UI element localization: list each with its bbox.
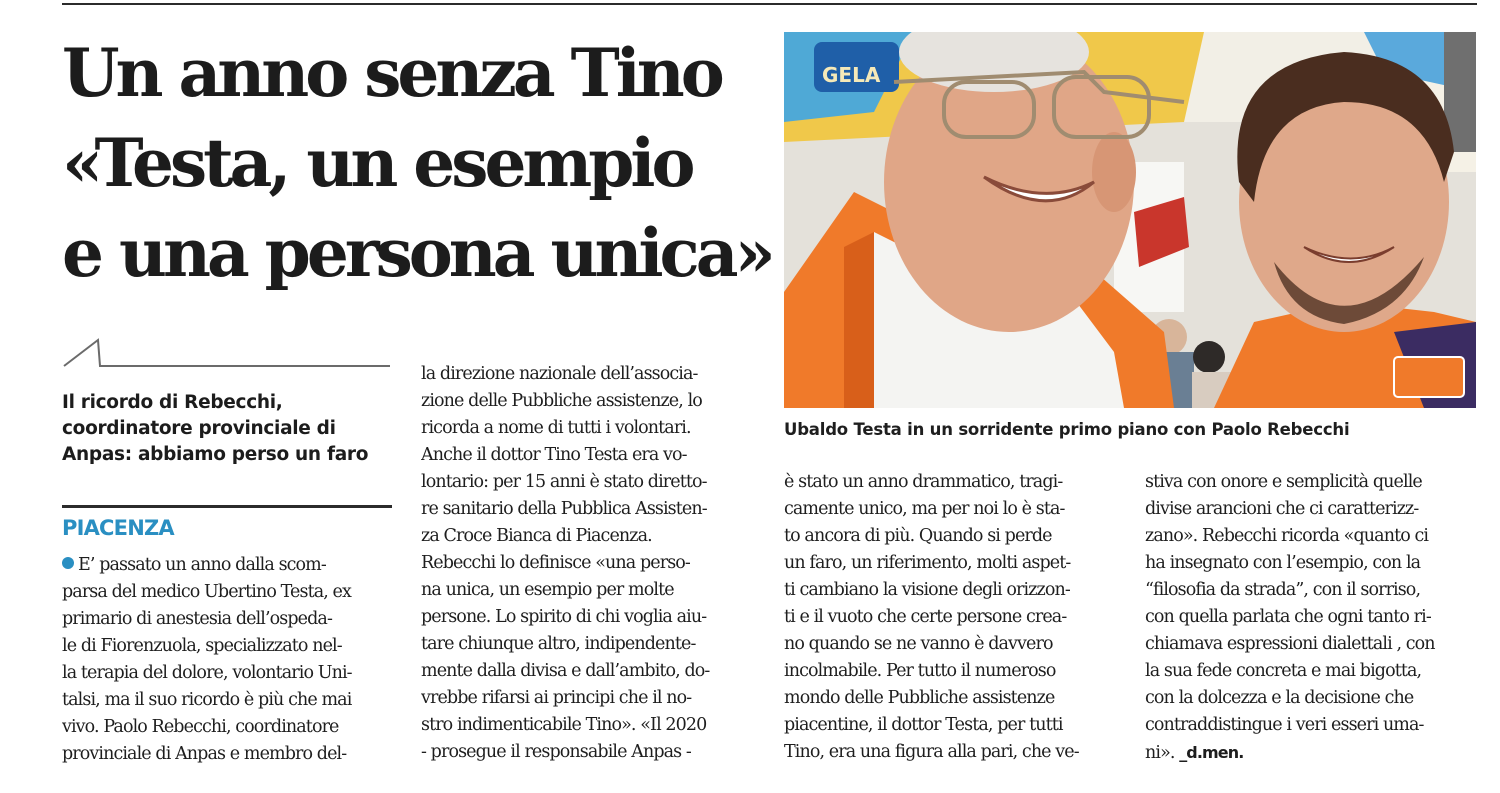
body-line: incolmabile. Per tutto il numeroso bbox=[784, 661, 1056, 681]
body-column-3 bbox=[784, 469, 1124, 766]
body-line: Tino, era una figura alla pari, che ve- bbox=[784, 742, 1079, 762]
section-rule bbox=[62, 505, 392, 508]
summary-line: coordinatore provinciale di bbox=[62, 418, 336, 439]
body-line: la sua fede concreta e mai bigotta, bbox=[1145, 661, 1422, 681]
body-line: zione delle Pubbliche assistenze, lo bbox=[421, 391, 702, 411]
article-summary bbox=[62, 390, 402, 468]
photo-caption: Ubaldo Testa in un sorridente primo piano con Paolo Rebecchi bbox=[784, 420, 1350, 439]
body-line: zano». Rebecchi ricorda «quanto ci bbox=[1145, 526, 1429, 546]
headline-line-3: e una persona unica» bbox=[62, 214, 772, 292]
body-line: chiamava espressioni dialettali , con bbox=[1145, 634, 1435, 654]
body-line: vrebbe rifarsi ai principi che il no- bbox=[421, 688, 692, 708]
body-line: primario di anestesia dell’ospeda- bbox=[62, 609, 332, 629]
photo-illustration bbox=[784, 32, 1476, 408]
body-line: è stato un anno drammatico, tragi- bbox=[784, 472, 1063, 492]
body-line: ricorda a nome di tutti i volontari. bbox=[421, 418, 691, 438]
body-line: talsi, ma il suo ricordo è più che mai bbox=[62, 690, 352, 710]
body-line: ni». _d.men. bbox=[1145, 743, 1244, 763]
body-line: re sanitario della Pubblica Assisten- bbox=[421, 499, 707, 519]
body-column-1 bbox=[62, 552, 397, 768]
body-line: Anche il dottor Tino Testa era vo- bbox=[421, 445, 687, 465]
body-line: Rebecchi lo definisce «una perso- bbox=[421, 553, 690, 573]
decorative-check-line bbox=[62, 338, 392, 368]
body-column-4 bbox=[1145, 469, 1485, 767]
dateline: PIACENZA bbox=[62, 516, 174, 540]
body-line: no quando se ne vanno è davvero bbox=[784, 634, 1053, 654]
body-line: lontario: per 15 anni è stato diretto- bbox=[421, 472, 707, 492]
body-line: “filosofia da strada”, con il sorriso, bbox=[1145, 580, 1421, 600]
body-line: - prosegue il responsabile Anpas - bbox=[421, 742, 691, 762]
body-line: la terapia del dolore, volontario Uni- bbox=[62, 663, 352, 683]
author-signature: _d.men. bbox=[1179, 743, 1244, 762]
summary-line: Il ricordo di Rebecchi, bbox=[62, 392, 283, 413]
body-line: ti e il vuoto che certe persone crea- bbox=[784, 607, 1067, 627]
body-line: stiva con onore e semplicità quelle bbox=[1145, 472, 1422, 492]
body-line: tare chiunque altro, indipendente- bbox=[421, 634, 696, 654]
body-line: mondo delle Pubbliche assistenze bbox=[784, 688, 1055, 708]
body-line: na unica, un esempio per molte bbox=[421, 580, 674, 600]
body-line: piacentine, il dottor Testa, per tutti bbox=[784, 715, 1063, 735]
body-line: parsa del medico Ubertino Testa, ex bbox=[62, 582, 351, 602]
body-line: stro indimenticabile Tino». «Il 2020 bbox=[421, 715, 707, 735]
headline-line-2: «Testa, un esempio bbox=[62, 124, 692, 202]
body-line: un faro, un riferimento, molti aspet- bbox=[784, 553, 1071, 573]
body-line: le di Fiorenzuola, specializzato nel- bbox=[62, 636, 342, 656]
body-line: E’ passato un anno dalla scom- bbox=[62, 552, 397, 579]
summary-line: Anpas: abbiamo perso un faro bbox=[62, 444, 369, 465]
body-line: ha insegnato con l’esempio, con la bbox=[1145, 553, 1421, 573]
body-line: con quella parlata che ogni tanto ri- bbox=[1145, 607, 1431, 627]
body-line: ti cambiano la visione degli orizzon- bbox=[784, 580, 1070, 600]
body-line: contraddistingue i veri esseri uma- bbox=[1145, 715, 1424, 735]
body-column-2 bbox=[421, 361, 761, 766]
top-rule bbox=[62, 3, 1477, 5]
body-line: vivo. Paolo Rebecchi, coordinatore bbox=[62, 717, 339, 737]
body-line: persone. Lo spirito di chi voglia aiu- bbox=[421, 607, 707, 627]
headline-line-1: Un anno senza Tino bbox=[62, 34, 721, 112]
body-line: provinciale di Anpas e membro del- bbox=[62, 744, 347, 764]
body-line: divise arancioni che ci caratterizz- bbox=[1145, 499, 1419, 519]
article-photo bbox=[784, 32, 1476, 408]
body-line: camente unico, ma per noi lo è sta- bbox=[784, 499, 1065, 519]
body-line: la direzione nazionale dell’associa- bbox=[421, 364, 698, 384]
bullet-dot-icon bbox=[62, 557, 74, 569]
body-line: to ancora di più. Quando si perde bbox=[784, 526, 1052, 546]
headline bbox=[62, 28, 777, 298]
body-line: za Croce Bianca di Piacenza. bbox=[421, 526, 652, 546]
body-line: con la dolcezza e la decisione che bbox=[1145, 688, 1414, 708]
body-line: mente dalla divisa e dall’ambito, do- bbox=[421, 661, 710, 681]
shop-sign-text: GELA bbox=[822, 63, 881, 87]
